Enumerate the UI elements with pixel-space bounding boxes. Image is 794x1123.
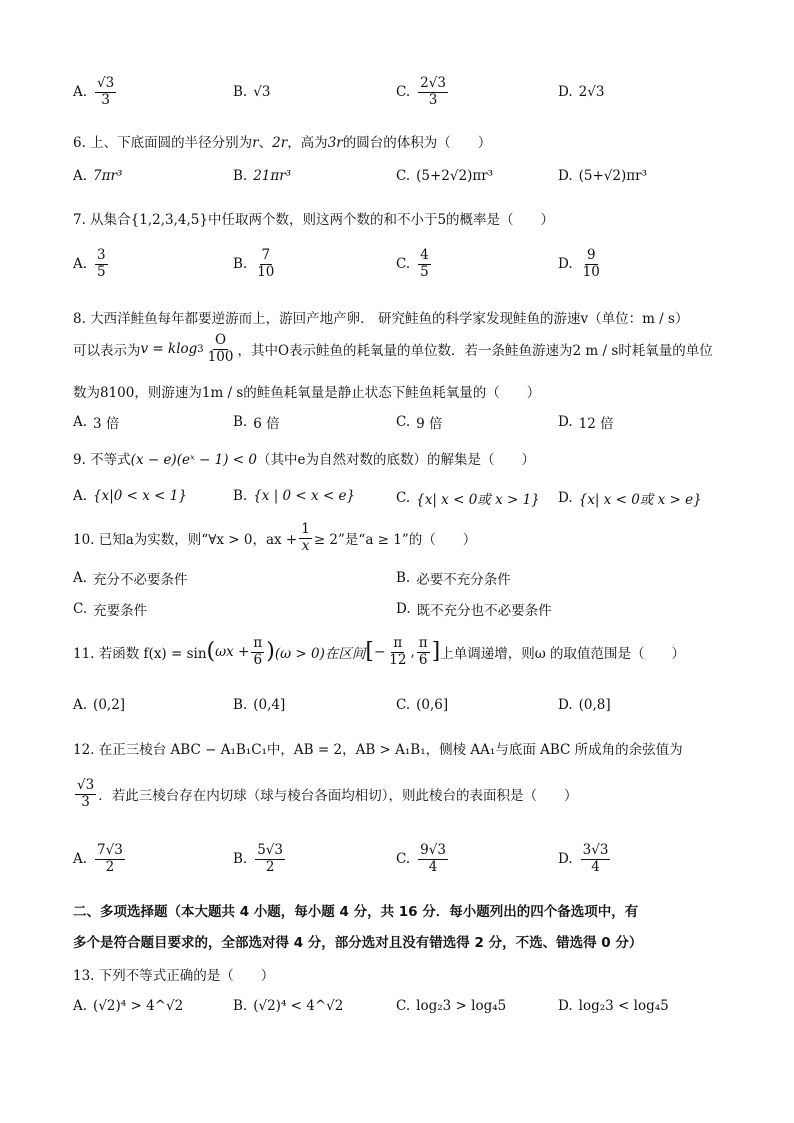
q10-option-c: C. 充要条件 [73, 601, 148, 619]
q8-line2: 可以表示为 v = klog 3 $\frac{O}{100}$ ，其中O表示鲑鱼的耗氧量的单位数．若一条鲑鱼游速为2 m / s时耗氧量的单位 [73, 332, 713, 365]
q11-option-c: C. (0,6] [396, 697, 449, 713]
q12-option-a: A. $\frac{7√3}{2}$ [73, 842, 123, 875]
q9-option-d: D. {x| x < 0或 x > e} [558, 490, 702, 508]
q7-stem: 7. 从集合{1,2,3,4,5}中任取两个数，则这两个数的和不小于5的概率是（ ） [73, 212, 555, 228]
q6-option-d: D. (5+√2)πr³ [558, 168, 648, 184]
q12-option-d: D. $\frac{3√3}{4}$ [558, 842, 609, 875]
q7-option-d: D. $\frac{9}{10}$ [558, 247, 600, 280]
q7-option-b: B. $\frac{7}{10}$ [233, 247, 275, 280]
q13-option-d: D. log₂3 < log₄5 [558, 998, 669, 1014]
q9-option-c: C. {x| x < 0或 x > 1} [396, 490, 540, 508]
q8-option-c: C. 9 倍 [396, 414, 443, 432]
q6-stem: 6. 上、下底面圆的半径分别为r、2r，高为3r的圆台的体积为（ ） [73, 135, 492, 151]
q11-option-a: A. (0,2] [73, 697, 126, 713]
section2-heading-line1: 二、多项选择题（本大题共 4 小题，每小题 4 分，共 16 分．每小题列出的四个备选项中，有 [73, 904, 639, 920]
q6-option-a: A. 7πr³ [73, 168, 123, 184]
q5-option-a: A. $\frac{√3}{3}$ [73, 75, 115, 108]
q11-option-b: B. (0,4] [233, 697, 286, 713]
q9-stem: 9. 不等式(x − e)(eˣ − 1) < 0（其中e为自然对数的底数）的解集是（ ） [73, 452, 535, 468]
q5-option-b: B. √3 [233, 84, 271, 100]
q5-option-d: D. 2√3 [558, 84, 605, 100]
q10-option-b: B. 必要不充分条件 [396, 570, 511, 588]
q12-line1: 12. 在正三棱台 ABC − A₁B₁C₁中，AB = 2，AB > A₁B₁，侧棱 AA₁与底面 ABC 所成角的余弦值为 [73, 742, 683, 758]
q6-option-b: B. 21πr³ [233, 168, 292, 184]
q8-option-a: A. 3 倍 [73, 414, 120, 432]
q13-option-c: C. log₂3 > log₄5 [396, 998, 507, 1014]
section2-heading-line2: 多个是符合题目要求的，全部选对得 4 分，部分选对且没有错选得 2 分，不选、错选得 0 分） [73, 935, 643, 951]
q12-option-c: C. $\frac{9√3}{4}$ [396, 842, 446, 875]
q10-option-a: A. 充分不必要条件 [73, 570, 188, 588]
q5-a-fraction: $\frac{√3}{3}$ [97, 75, 115, 108]
q10-option-d: D. 既不充分也不必要条件 [396, 601, 552, 619]
q7-option-a: A. $\frac{3}{5}$ [73, 247, 106, 280]
q6-option-c: C. (5+2√2)πr³ [396, 168, 494, 184]
q11-option-d: D. (0,8] [558, 697, 611, 713]
q8-line1: 8. 大西洋鲑鱼每年都要逆游而上，游回产地产卵． 研究鲑鱼的科学家发现鲑鱼的游速v（单位：m / s） [73, 311, 689, 327]
q10-stem: 10. 已知a为实数，则“∀x > 0，ax + $\frac{1}{x}$ ≥ 2”是“a ≥ 1”的（ ） [73, 521, 477, 554]
q7-option-c: C. $\frac{4}{5}$ [396, 247, 429, 280]
q9-option-b: B. {x | 0 < x < e} [233, 488, 356, 504]
q13-option-b: B. (√2)⁴ < 4^√2 [233, 998, 344, 1014]
q13-option-a: A. (√2)⁴ > 4^√2 [73, 998, 184, 1014]
q12-option-b: B. $\frac{5√3}{2}$ [233, 842, 283, 875]
q9-option-a: A. {x|0 < x < 1} [73, 488, 187, 504]
q13-stem: 13. 下列不等式正确的是（ ） [73, 968, 275, 984]
q8-line3: 数为8100，则游速为1m / s的鲑鱼耗氧量是静止状态下鲑鱼耗氧量的（ ） [73, 385, 541, 401]
q8-option-b: B. 6 倍 [233, 414, 280, 432]
q8-option-d: D. 12 倍 [558, 414, 614, 432]
q11-stem: 11. 若函数 f(x) = sin ( ωx + $\frac{\pi}{6}$ ) (ω > 0)在区间 [ − $\frac{\pi}{12}$ , $\frac{\pi}{6}$ ] 上单调递增，则ω 的取值范围是（ ） [73, 635, 686, 668]
q12-line2: $\frac{√3}{3}$ ．若此三棱台存在内切球（球与棱台各面均相切），则此棱台的表面积是（ ） [77, 777, 578, 810]
q5-option-c: C. $\frac{2√3}{3}$ [396, 75, 446, 108]
